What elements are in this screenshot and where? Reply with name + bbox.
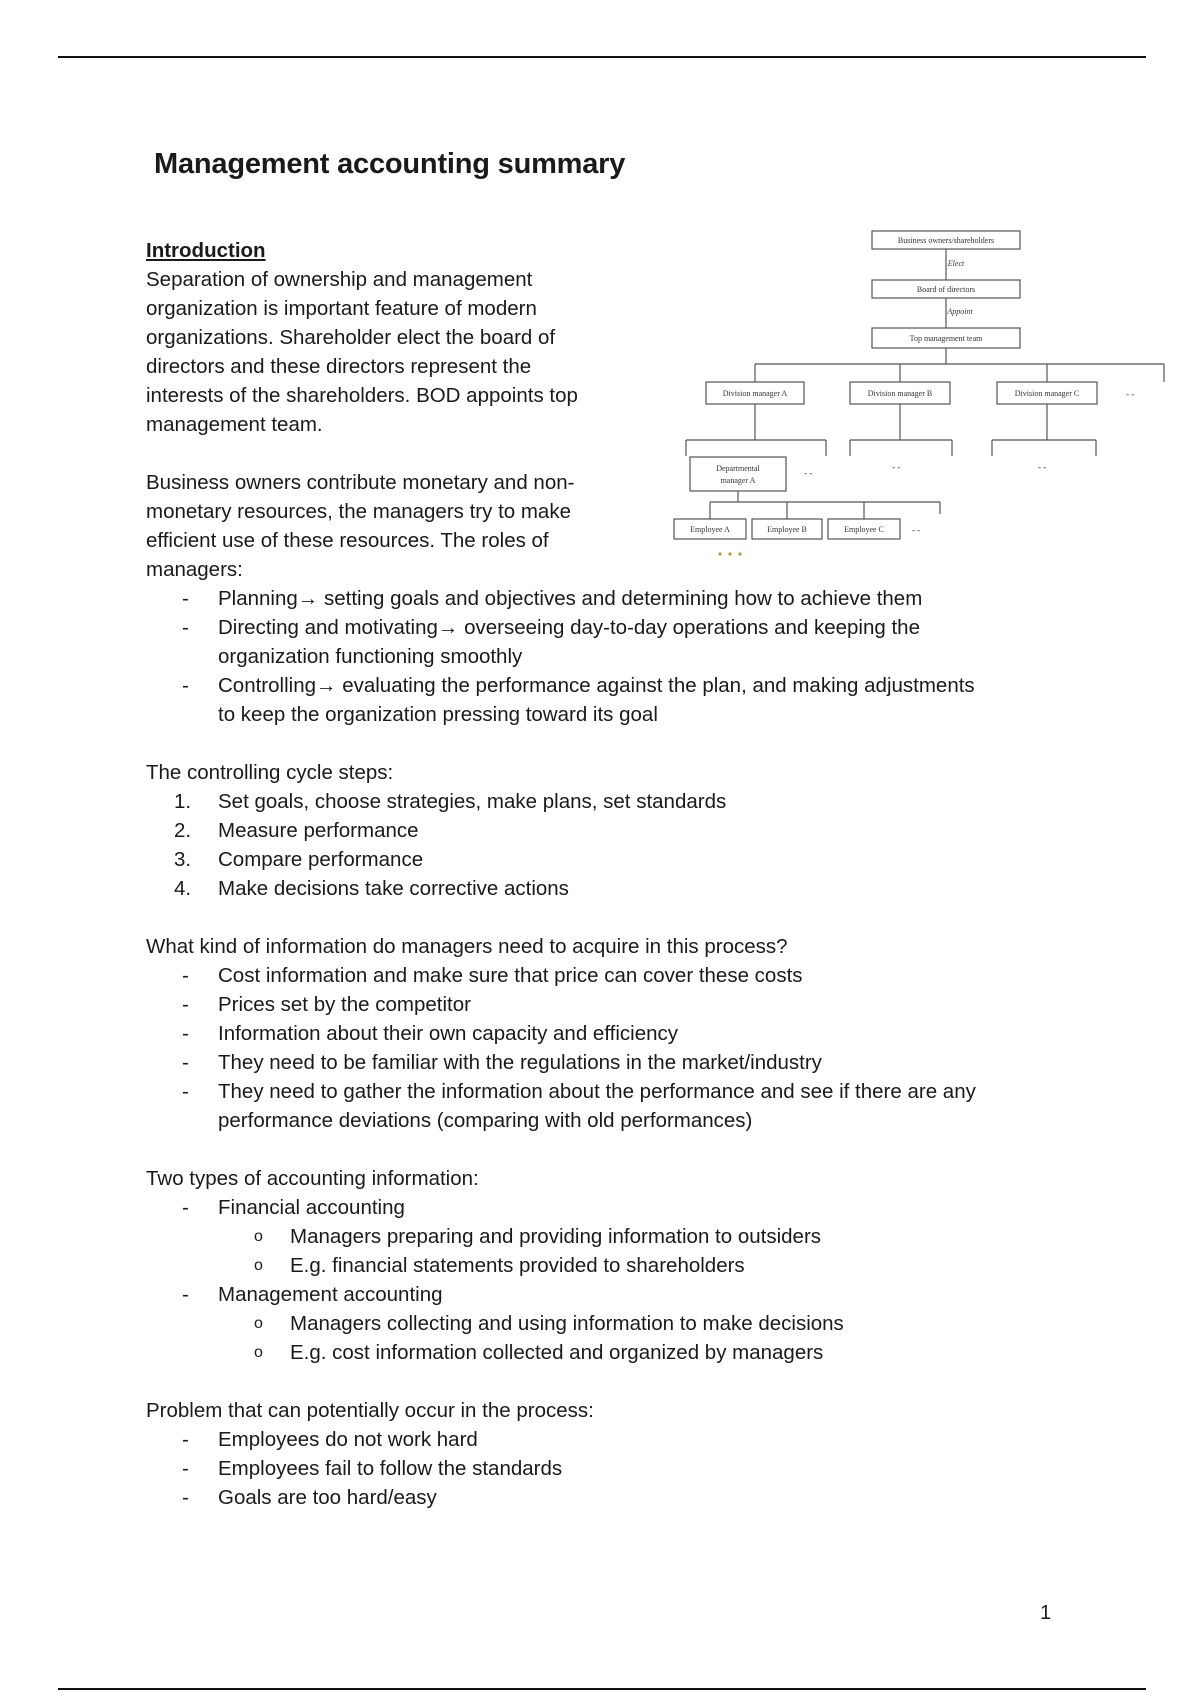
cycle-step: [146, 845, 1076, 874]
dash-marker: -: [182, 674, 189, 697]
problem-text: Employees do not work hard: [218, 1428, 478, 1451]
management-accounting-label: Management accounting: [218, 1283, 443, 1306]
label-employee-a: Employee A: [690, 525, 730, 534]
ellipsis-dept-c: - -: [1038, 462, 1047, 472]
intro-para2-line: managers:: [146, 558, 243, 581]
cycle-step: [146, 874, 1076, 903]
intro-para1-line: organization is important feature of modern: [146, 297, 537, 320]
role-text: Planning→ setting goals and objectives and determining how to achieve them: [218, 587, 923, 610]
label-departmental-line1: Departmental: [716, 464, 760, 473]
label-employee-b: Employee B: [767, 525, 807, 534]
info-need-item: [146, 1077, 1076, 1106]
financial-sub-text: Managers preparing and providing information to outsiders: [290, 1225, 822, 1248]
label-appoint: Appoint: [947, 307, 973, 316]
top-rule: [58, 56, 1146, 58]
intro-para1-line: management team.: [146, 413, 323, 436]
role-item-controlling: [146, 671, 1076, 700]
circle-marker: o: [254, 1228, 263, 1245]
dash-marker: -: [182, 1486, 189, 1509]
step-text: Make decisions take corrective actions: [218, 877, 569, 900]
label-division-c: Division manager C: [1014, 389, 1080, 398]
label-division-b: Division manager B: [867, 389, 933, 398]
problem-item: [146, 1483, 1076, 1512]
page-title: Management accounting summary: [154, 148, 626, 180]
page-number: 1: [1040, 1602, 1052, 1624]
role-item-controlling-continued: to keep the organization pressing toward its goal: [218, 703, 658, 726]
accounting-types-intro: Two types of accounting information:: [146, 1167, 479, 1190]
problem-text: Goals are too hard/easy: [218, 1486, 437, 1509]
problem-text: Employees fail to follow the standards: [218, 1457, 563, 1480]
step-number: 4.: [174, 877, 192, 900]
intro-para2-line: monetary resources, the managers try to make: [146, 500, 571, 523]
role-item-directing-continued: organization functioning smoothly: [218, 645, 523, 668]
info-need-text: They need to be familiar with the regulations in the market/industry: [218, 1051, 822, 1074]
intro-para1-line: directors and these directors represent the: [146, 355, 532, 378]
intro-para2-line: Business owners contribute monetary and non-: [146, 471, 575, 494]
circle-marker: o: [254, 1344, 263, 1361]
role-text: Directing and motivating→ overseeing day-to-day operations and keeping the: [218, 616, 920, 639]
dash-marker: -: [182, 1283, 189, 1306]
dash-marker: -: [182, 1022, 189, 1045]
spacer: [146, 903, 1076, 932]
label-employee-c: Employee C: [844, 525, 884, 534]
financial-sub-text: E.g. financial statements provided to shareholders: [290, 1254, 745, 1277]
dash-marker: -: [182, 587, 189, 610]
info-need-item: [146, 961, 1076, 990]
info-need-item-continued: performance deviations (comparing with old performances): [218, 1109, 753, 1132]
label-top-management: Top management team: [909, 334, 983, 343]
problem-item: [146, 1425, 1076, 1454]
dash-marker: -: [182, 1457, 189, 1480]
label-board: Board of directors: [916, 285, 976, 294]
label-owners: Business owners/shareholders: [897, 236, 995, 245]
circle-marker: o: [254, 1257, 263, 1274]
dash-marker: -: [182, 1080, 189, 1103]
financial-sub-item: [146, 1222, 1076, 1251]
management-sub-text: E.g. cost information collected and organized by managers: [290, 1341, 824, 1364]
info-need-item: [146, 1019, 1076, 1048]
dash-marker: -: [182, 1428, 189, 1451]
step-text: Set goals, choose strategies, make plans, set standards: [218, 790, 727, 813]
label-departmental-line2: manager A: [720, 476, 756, 485]
circle-marker: o: [254, 1315, 263, 1332]
spacer: [146, 439, 1076, 468]
label-elect: Elect: [947, 259, 965, 268]
dash-marker: -: [182, 1051, 189, 1074]
intro-heading: Introduction: [146, 239, 266, 262]
intro-para1-line: Separation of ownership and management: [146, 268, 533, 291]
problems-intro: Problem that can potentially occur in the process:: [146, 1399, 594, 1422]
cycle-step: [146, 787, 1076, 816]
management-sub-item: [146, 1338, 1076, 1367]
management-sub-text: Managers collecting and using information to make decisions: [290, 1312, 844, 1335]
info-need-text: Cost information and make sure that price can cover these costs: [218, 964, 803, 987]
cycle-step: [146, 816, 1076, 845]
role-item-planning: [146, 584, 1076, 613]
ellipsis-dept-b: - -: [892, 462, 901, 472]
step-number: 2.: [174, 819, 192, 842]
role-text: Controlling→ evaluating the performance against the plan, and making adjustments: [218, 674, 975, 697]
info-need-text: They need to gather the information about the performance and see if there are any: [218, 1080, 976, 1103]
ellipsis-employee: - -: [912, 525, 921, 535]
financial-sub-item: [146, 1251, 1076, 1280]
ellipsis-dept-a: - -: [804, 468, 813, 478]
info-need-text: Information about their own capacity and efficiency: [218, 1022, 678, 1045]
management-sub-item: [146, 1309, 1076, 1338]
ellipsis-division: - -: [1126, 389, 1135, 399]
controlling-cycle-intro: The controlling cycle steps:: [146, 761, 394, 784]
info-need-item: [146, 990, 1076, 1019]
info-need-text: Prices set by the competitor: [218, 993, 471, 1016]
spacer: [146, 1367, 1076, 1396]
label-division-a: Division manager A: [722, 389, 788, 398]
dash-marker: -: [182, 993, 189, 1016]
dash-marker: -: [182, 616, 189, 639]
management-accounting-item: [146, 1280, 1076, 1309]
financial-accounting-label: Financial accounting: [218, 1196, 405, 1219]
dash-marker: -: [182, 1196, 189, 1219]
spacer: [146, 729, 1076, 758]
financial-accounting-item: [146, 1193, 1076, 1222]
problem-item: [146, 1454, 1076, 1483]
step-text: Compare performance: [218, 848, 424, 871]
intro-para1-line: organizations. Shareholder elect the board of: [146, 326, 556, 349]
document-body: [146, 236, 1076, 1512]
step-number: 3.: [174, 848, 192, 871]
spacer: [146, 1135, 1076, 1164]
dash-marker: -: [182, 964, 189, 987]
role-item-directing: [146, 613, 1076, 642]
intro-para1-line: interests of the shareholders. BOD appoints top: [146, 384, 578, 407]
intro-para2-line: efficient use of these resources. The roles of: [146, 529, 549, 552]
info-needs-intro: What kind of information do managers need to acquire in this process?: [146, 935, 788, 958]
bottom-rule: [58, 1688, 1146, 1690]
info-need-item: [146, 1048, 1076, 1077]
step-number: 1.: [174, 790, 192, 813]
step-text: Measure performance: [218, 819, 419, 842]
